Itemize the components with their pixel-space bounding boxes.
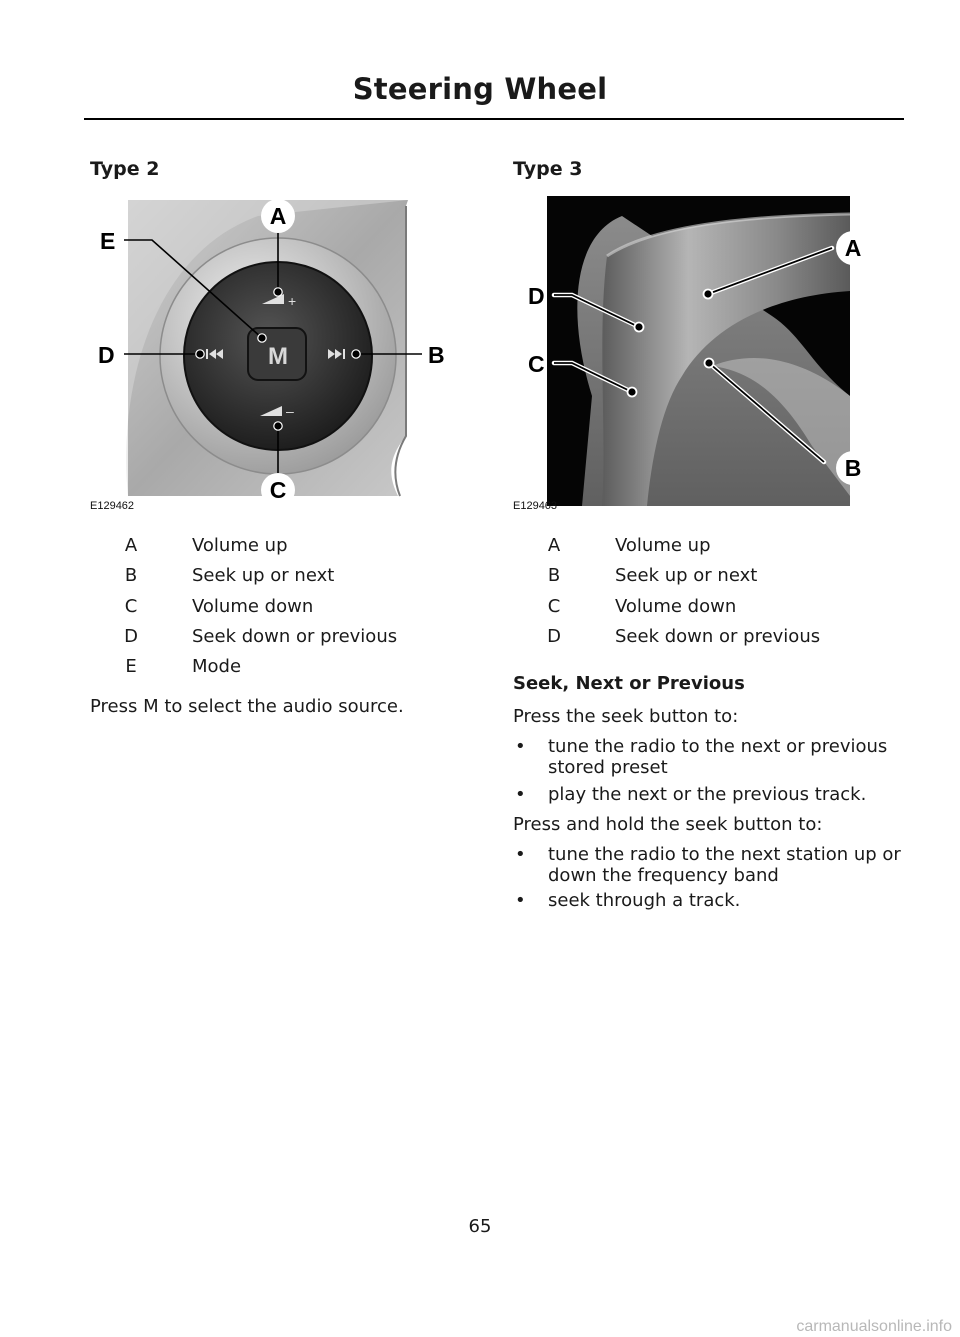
legend-letter: C [124,595,138,617]
list-item-text: seek through a track. [548,890,741,911]
svg-text:–: – [286,403,294,419]
list-item-text: play the next or the previous track. [548,784,867,805]
legend-text: Mode [192,656,242,678]
legend-row [106,592,456,622]
legend-letter: B [547,565,561,587]
legend-row [106,561,456,591]
type2-steering-control-figure [88,196,460,508]
callout-c: C [269,477,287,503]
legend-row [106,622,456,652]
legend-text: Seek down or previous [192,625,398,647]
legend-letter: C [547,595,561,617]
type3-heading: Type 3 [513,158,583,180]
seek-press-intro: Press the seek button to: [513,706,739,727]
legend-row [106,652,456,682]
legend-row [529,531,879,561]
legend-letter: D [124,625,138,647]
list-item-text: tune the radio to the next or previous stored preset [548,736,888,778]
legend-letter: D [547,625,561,647]
legend-text: Seek up or next [615,565,758,587]
seek-heading: Seek, Next or Previous [513,673,745,694]
bullet-dot: • [515,844,526,865]
type2-figure-code: E129462 [90,500,135,512]
type2-heading: Type 2 [90,158,160,180]
callout-d: D [98,342,115,368]
mode-button-label: M [268,343,288,370]
list-item [515,736,905,780]
page-title: Steering Wheel [352,72,608,106]
type3-figure-code: E129463 [513,500,558,512]
list-item [515,890,905,912]
legend-text: Volume up [192,535,288,556]
list-item [515,784,905,806]
legend-letter: A [124,535,138,556]
legend-text: Volume down [615,595,737,617]
legend-letter: B [124,565,138,587]
callout-b: B [844,455,862,481]
seek-hold-intro: Press and hold the seek button to: [513,814,823,835]
svg-text:+: + [288,293,297,309]
type2-legend [106,531,456,682]
page-number: 65 [468,1216,492,1237]
legend-letter: E [125,656,137,678]
bullet-dot: • [515,890,526,911]
type3-legend [529,531,879,652]
bullet-dot: • [515,736,526,757]
legend-row [529,592,879,622]
callout-a: A [269,203,287,229]
callout-d: D [528,283,545,309]
legend-text: Seek down or previous [615,625,821,647]
legend-text: Volume up [615,535,711,556]
callout-a: A [844,235,862,261]
legend-text: Seek up or next [192,565,335,587]
bullet-dot: • [515,784,526,805]
header-divider [84,118,904,120]
type3-steering-wheel-figure [512,196,884,508]
type2-note: Press M to select the audio source. [90,696,404,717]
legend-row [529,561,879,591]
legend-text: Volume down [192,595,314,617]
list-item [515,844,905,888]
legend-row [529,622,879,652]
site-watermark: carmanualsonline.info [796,1318,952,1335]
callout-b: B [428,342,445,368]
legend-row [106,531,456,561]
callout-e: E [100,228,116,254]
list-item-text: tune the radio to the next station up or down the frequency band [548,844,901,886]
callout-c: C [528,351,545,377]
legend-letter: A [547,535,561,556]
